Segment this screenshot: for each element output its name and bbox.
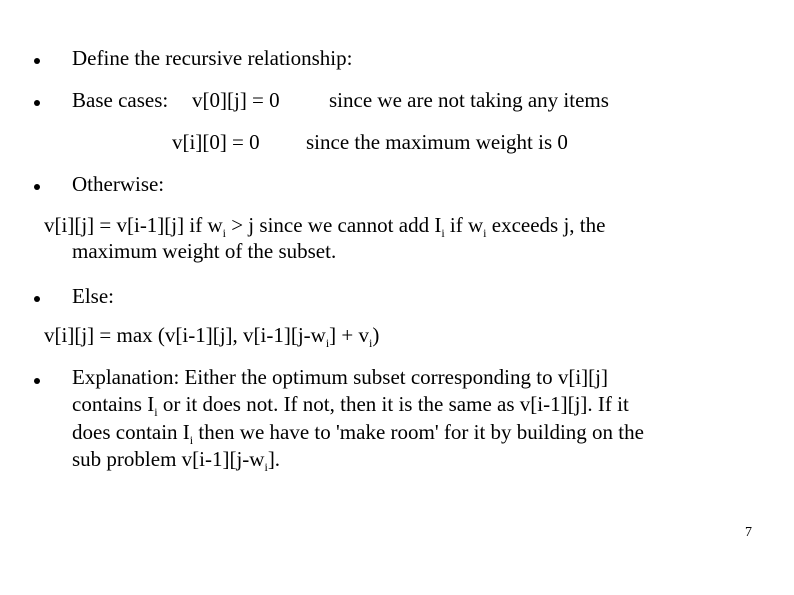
subscript-i: i bbox=[483, 226, 487, 240]
base-case-2-expression: v[i][0] = 0 bbox=[172, 130, 260, 154]
rule-1-line-2: maximum weight of the subset. bbox=[72, 239, 337, 263]
base-case-2-note: since the maximum weight is 0 bbox=[306, 130, 568, 154]
subscript-i: i bbox=[154, 405, 158, 419]
bullet-define-recursive: Define the recursive relationship: bbox=[72, 46, 353, 70]
explanation-line-2 bbox=[72, 391, 629, 418]
subscript-i: i bbox=[264, 460, 268, 474]
explanation-line-4-b: ]. bbox=[267, 447, 281, 471]
bullet-icon bbox=[34, 100, 40, 106]
rule-1-line-1 bbox=[44, 212, 605, 239]
otherwise-label: Otherwise: bbox=[72, 172, 165, 196]
rule-1-text-b: > j since we cannot add I bbox=[225, 213, 442, 237]
explanation-line-3-b: then we have to 'make room' for it by building on the bbox=[193, 420, 644, 444]
bullet-icon bbox=[34, 184, 40, 190]
else-label: Else: bbox=[72, 284, 114, 308]
rule-1-text-a: v[i][j] = v[i-1][j] if w bbox=[44, 213, 223, 237]
bullet-icon bbox=[34, 296, 40, 302]
explanation-line-3-a: does contain I bbox=[72, 420, 190, 444]
page-number: 7 bbox=[745, 525, 752, 540]
rule-2-text-b: ] + v bbox=[329, 323, 370, 347]
rule-2-text-a: v[i][j] = max (v[i-1][j], v[i-1][j-w bbox=[44, 323, 326, 347]
base-case-1-note: since we are not taking any items bbox=[329, 88, 609, 112]
rule-2 bbox=[44, 322, 379, 349]
rule-1-text-d: exceeds j, the bbox=[486, 213, 606, 237]
explanation-line-3 bbox=[72, 419, 644, 446]
rule-1-text-c: if w bbox=[444, 213, 484, 237]
subscript-i: i bbox=[441, 226, 445, 240]
bullet-icon bbox=[34, 378, 40, 384]
explanation-line-4 bbox=[72, 446, 280, 473]
subscript-i: i bbox=[369, 336, 373, 350]
subscript-i: i bbox=[222, 226, 226, 240]
explanation-line-2-a: contains I bbox=[72, 392, 155, 416]
rule-2-text-c: ) bbox=[372, 323, 380, 347]
bullet-icon bbox=[34, 58, 40, 64]
explanation-line-1: Explanation: Either the optimum subset corresponding to v[i][j] bbox=[72, 365, 608, 389]
explanation-line-4-a: sub problem v[i-1][j-w bbox=[72, 447, 265, 471]
base-cases-label: Base cases: bbox=[72, 88, 169, 112]
base-case-1-expression: v[0][j] = 0 bbox=[192, 88, 280, 112]
subscript-i: i bbox=[325, 336, 330, 350]
explanation-line-2-b: or it does not. If not, then it is the same as v[i-1][j]. If it bbox=[157, 392, 629, 416]
subscript-i: i bbox=[189, 433, 194, 447]
